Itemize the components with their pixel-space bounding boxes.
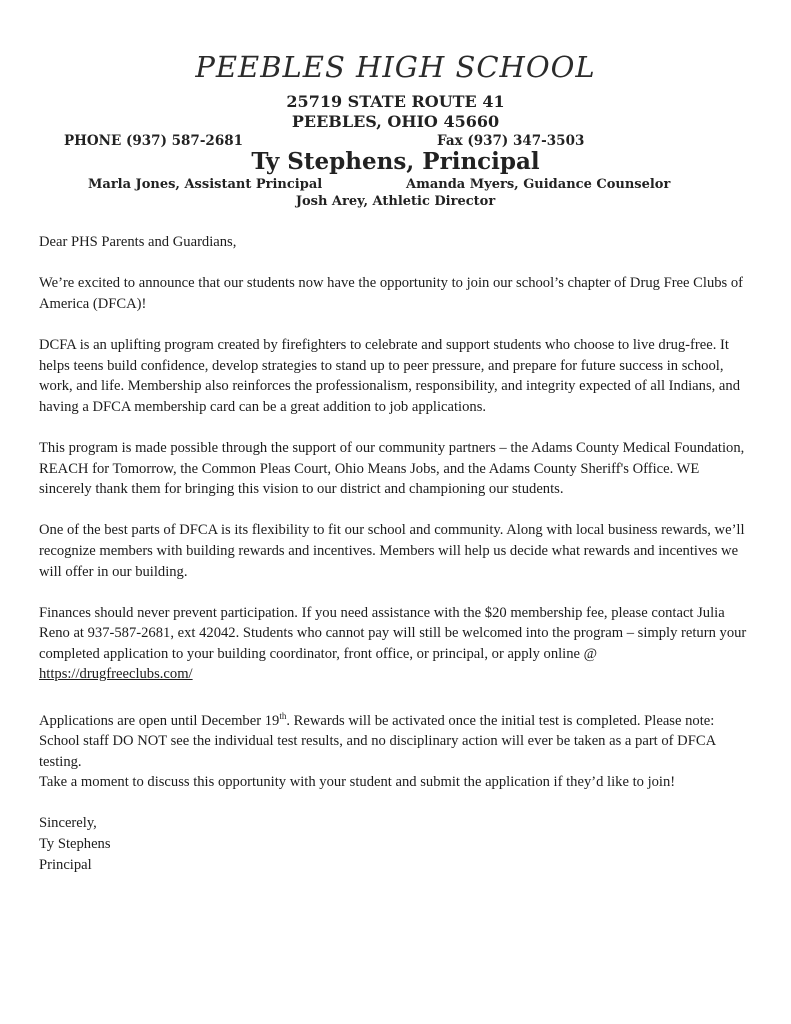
signature-block: [39, 813, 751, 875]
guidance-counselor: Amanda Myers, Guidance Counselor: [406, 177, 671, 192]
principal-name: Ty Stephens, Principal: [251, 148, 540, 175]
school-name: PEEBLES HIGH SCHOOL: [195, 50, 596, 84]
paragraph-finances: [39, 603, 751, 685]
signer-name: Ty Stephens: [39, 836, 111, 853]
closing: Sincerely,: [39, 815, 97, 832]
fax-number: Fax (937) 347-3503: [437, 133, 585, 149]
paragraph-program-description: DCFA is an uplifting program created by firefighters to celebrate and support students who choose to live drug-free. It helps teens build confidence, develop strategies to stand up to peer pressure, and prepare for future success in school, work, and life. Membership also reinforces the professionalism, responsibility, and integrity expected of all Indians, and having a DFCA membership card can be a great addition to job applications.: [39, 336, 740, 415]
date-suffix: th: [279, 710, 287, 721]
applications-text-start: Applications are open until December 19: [39, 712, 280, 729]
paragraph-partners: This program is made possible through the support of our community partners – the Adams County Medical Foundation, REACH for Tomorrow, the Common Pleas Court, Ohio Means Jobs, and the Adams County Sheriff's Office. WE sincerely thank them for bringing this vision to our district and championing our students.: [39, 439, 745, 498]
salutation: Dear PHS Parents and Guardians,: [39, 234, 237, 250]
finances-text: Finances should never prevent participation. If you need assistance with the $20 membership fee, please contact Julia Reno at 937-587-2681, ext 42042. Students who cannot pay will still be welcomed into the program – simply return your completed application to your building coordinator, front office, or principal, or apply online @: [39, 604, 747, 662]
paragraph-announcement: We’re excited to announce that our students now have the opportunity to join our school’s chapter of Drug Free Clubs of America (DFCA)!: [39, 275, 744, 312]
drugfreeclubs-link[interactable]: https://drugfreeclubs.com/: [39, 666, 193, 683]
paragraph-call-to-action: Take a moment to discuss this opportunity with your student and submit the application if they’d like to join!: [39, 774, 676, 791]
address-city: PEEBLES, OHIO 45660: [291, 112, 500, 131]
address-street: 25719 STATE ROUTE 41: [286, 92, 505, 111]
athletic-director: Josh Arey, Athletic Director: [295, 194, 496, 209]
phone-number: PHONE (937) 587-2681: [64, 133, 244, 149]
paragraph-applications: [39, 706, 751, 773]
letter-body: [39, 232, 751, 875]
paragraph-flexibility: One of the best parts of DFCA is its flexibility to fit our school and community. Along with local business rewards, we’ll recognize members with building rewards and incentives. Members will help us decide what rewards and incentives we will offer in our building.: [39, 522, 745, 580]
applications-text-end: . Rewards will be activated once the initial test is completed. Please note: School staff DO NOT see the individual test results, and no disciplinary action will ever be taken as a part of DFCA testing.: [39, 712, 716, 770]
assistant-principal: Marla Jones, Assistant Principal: [88, 177, 323, 192]
signer-title: Principal: [39, 856, 92, 873]
